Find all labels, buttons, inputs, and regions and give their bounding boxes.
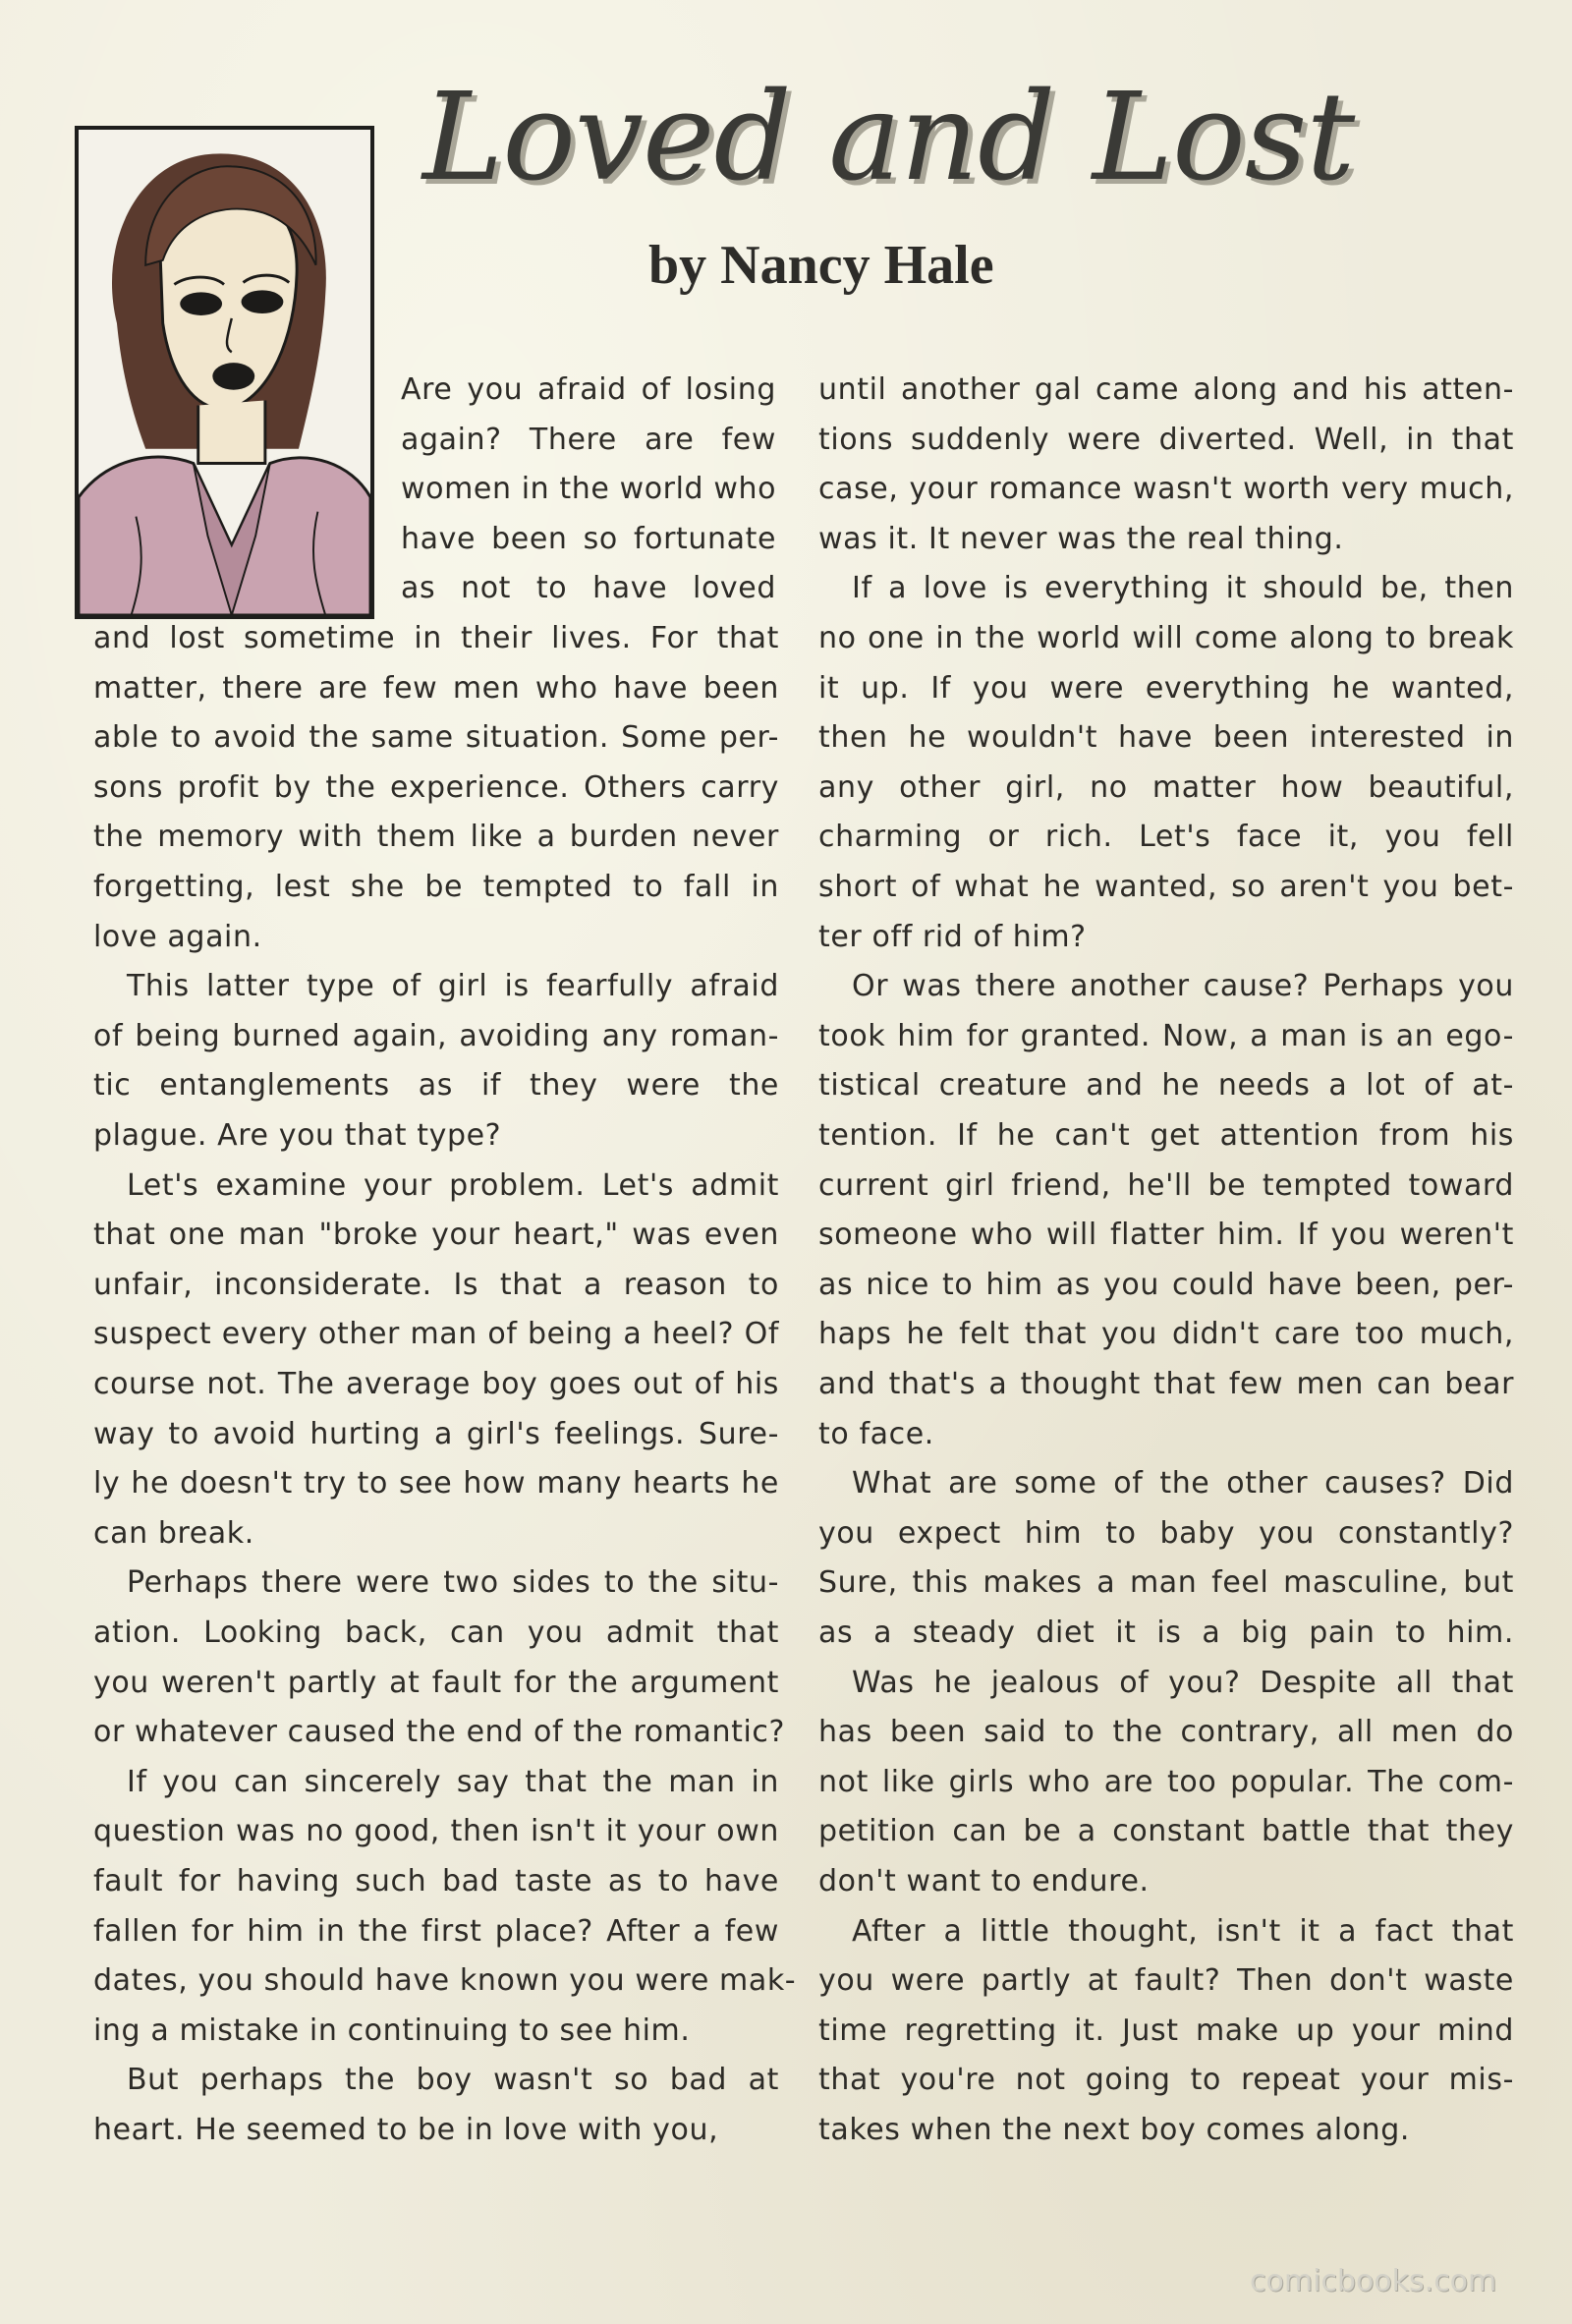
left-text-line: Are you afraid of losing bbox=[401, 372, 776, 407]
left-text-line: ly he doesn't try to see how many hearts he bbox=[93, 1466, 779, 1502]
right-text-line: has been said to the contrary, all men do bbox=[818, 1715, 1514, 1750]
right-text-line: charming or rich. Let's face it, you fell bbox=[818, 820, 1514, 855]
right-text-line: ter off rid of him? bbox=[818, 919, 1087, 954]
left-text-line: ation. Looking back, can you admit that bbox=[93, 1615, 779, 1650]
right-text-line: that you're not going to repeat your mis- bbox=[818, 2063, 1514, 2098]
right-text-line: it up. If you were everything he wanted, bbox=[818, 670, 1514, 706]
right-text-line: any other girl, no matter how beautiful, bbox=[818, 769, 1514, 805]
left-text-line: suspect every other man of being a heel? Of bbox=[93, 1317, 779, 1352]
portrait-drawing bbox=[79, 130, 370, 615]
right-text-line: short of what he wanted, so aren't you bet- bbox=[818, 870, 1514, 904]
right-text-line: petition can be a constant battle that they bbox=[818, 1814, 1514, 1849]
left-text-line: question was no good, then isn't it your own bbox=[93, 1814, 779, 1849]
left-text-line: tic entanglements as if they were the bbox=[93, 1068, 779, 1104]
left-text-line: unfair, inconsiderate. Is that a reason to bbox=[93, 1267, 779, 1302]
left-text-line: or whatever caused the end of the romantic? bbox=[93, 1715, 786, 1750]
right-text-line: What are some of the other causes? Did bbox=[852, 1466, 1514, 1502]
left-text-line: that one man "broke your heart," was even bbox=[93, 1218, 779, 1253]
right-text-line: After a little thought, isn't it a fact that bbox=[852, 1913, 1514, 1949]
left-text-line: again? There are few bbox=[401, 422, 776, 457]
left-text-line: But perhaps the boy wasn't so bad at bbox=[127, 2063, 779, 2098]
left-text-line: able to avoid the same situation. Some per- bbox=[93, 720, 779, 756]
right-text-line: case, your romance wasn't worth very much, bbox=[818, 472, 1514, 507]
right-text-line: took him for granted. Now, a man is an ego- bbox=[818, 1018, 1514, 1053]
left-text-line: women in the world who bbox=[401, 472, 777, 507]
left-text-line: love again. bbox=[93, 919, 262, 954]
right-text-line: until another gal came along and his atten- bbox=[818, 372, 1514, 407]
article-byline: by Nancy Hale bbox=[648, 235, 994, 296]
left-text-line: heart. He seemed to be in love with you, bbox=[93, 2113, 719, 2147]
left-text-line: This latter type of girl is fearfully afraid bbox=[127, 969, 779, 1004]
right-text-line: as nice to him as you could have been, per- bbox=[818, 1267, 1514, 1302]
right-text-line: no one in the world will come along to break bbox=[818, 621, 1514, 655]
right-text-line: someone who will flatter him. If you weren't bbox=[818, 1218, 1514, 1253]
left-text-line: sons profit by the experience. Others carry bbox=[93, 769, 779, 805]
right-text-line: If a love is everything it should be, then bbox=[852, 571, 1514, 606]
left-text-line: course not. The average boy goes out of his bbox=[93, 1367, 779, 1401]
left-text-line: If you can sincerely say that the man in bbox=[127, 1764, 779, 1799]
site-watermark: comicbooks.com bbox=[1250, 2264, 1497, 2298]
right-text-line: you expect him to baby you constantly? bbox=[818, 1515, 1514, 1551]
left-text-line: forgetting, lest she be tempted to fall in bbox=[93, 870, 779, 904]
left-text-line: as not to have loved bbox=[401, 571, 776, 606]
woman-portrait-illustration bbox=[75, 126, 374, 619]
right-text-line: tention. If he can't get attention from his bbox=[818, 1118, 1514, 1153]
left-text-line: plague. Are you that type? bbox=[93, 1118, 502, 1153]
left-text-line: fault for having such bad taste as to have bbox=[93, 1864, 779, 1899]
left-text-line: can break. bbox=[93, 1515, 254, 1551]
left-text-line: ing a mistake in continuing to see him. bbox=[93, 2012, 691, 2048]
right-text-line: to face. bbox=[818, 1416, 934, 1451]
right-text-line: don't want to endure. bbox=[818, 1864, 1150, 1899]
left-text-line: Let's examine your problem. Let's admit bbox=[127, 1167, 779, 1203]
right-text-line: was it. It never was the real thing. bbox=[818, 521, 1344, 556]
right-text-line: as a steady diet it is a big pain to him. bbox=[818, 1615, 1514, 1650]
left-text-line: fallen for him in the first place? After a few bbox=[93, 1913, 779, 1949]
article-title: Loved and Lost bbox=[422, 67, 1355, 208]
left-text-line: the memory with them like a burden never bbox=[93, 820, 779, 855]
right-text-line: takes when the next boy comes along. bbox=[818, 2113, 1411, 2147]
right-text-line: tions suddenly were diverted. Well, in that bbox=[818, 422, 1514, 457]
right-text-line: then he wouldn't have been interested in bbox=[818, 720, 1514, 756]
right-text-line: not like girls who are too popular. The com- bbox=[818, 1764, 1514, 1799]
left-text-line: matter, there are few men who have been bbox=[93, 670, 779, 706]
right-text-line: Or was there another cause? Perhaps you bbox=[852, 969, 1514, 1004]
left-text-line: have been so fortunate bbox=[401, 521, 776, 556]
right-text-line: Was he jealous of you? Despite all that bbox=[852, 1665, 1514, 1700]
right-text-line: you were partly at fault? Then don't waste bbox=[818, 1963, 1514, 1999]
left-text-line: and lost sometime in their lives. For that bbox=[93, 621, 779, 655]
left-text-line: of being burned again, avoiding any roman- bbox=[93, 1018, 779, 1053]
right-text-line: Sure, this makes a man feel masculine, but bbox=[818, 1565, 1514, 1601]
right-text-line: time regretting it. Just make up your mind bbox=[818, 2012, 1514, 2048]
left-text-line: dates, you should have known you were mak- bbox=[93, 1963, 797, 1999]
left-text-line: Perhaps there were two sides to the situ- bbox=[127, 1565, 779, 1601]
right-text-line: haps he felt that you didn't care too much, bbox=[818, 1317, 1514, 1352]
right-text-line: tistical creature and he needs a lot of at- bbox=[818, 1068, 1514, 1104]
left-text-line: you weren't partly at fault for the argument bbox=[93, 1665, 779, 1700]
right-text-line: current girl friend, he'll be tempted toward bbox=[818, 1167, 1514, 1203]
left-text-line: way to avoid hurting a girl's feelings. Sure- bbox=[93, 1416, 779, 1451]
right-text-line: and that's a thought that few men can bear bbox=[818, 1367, 1514, 1401]
